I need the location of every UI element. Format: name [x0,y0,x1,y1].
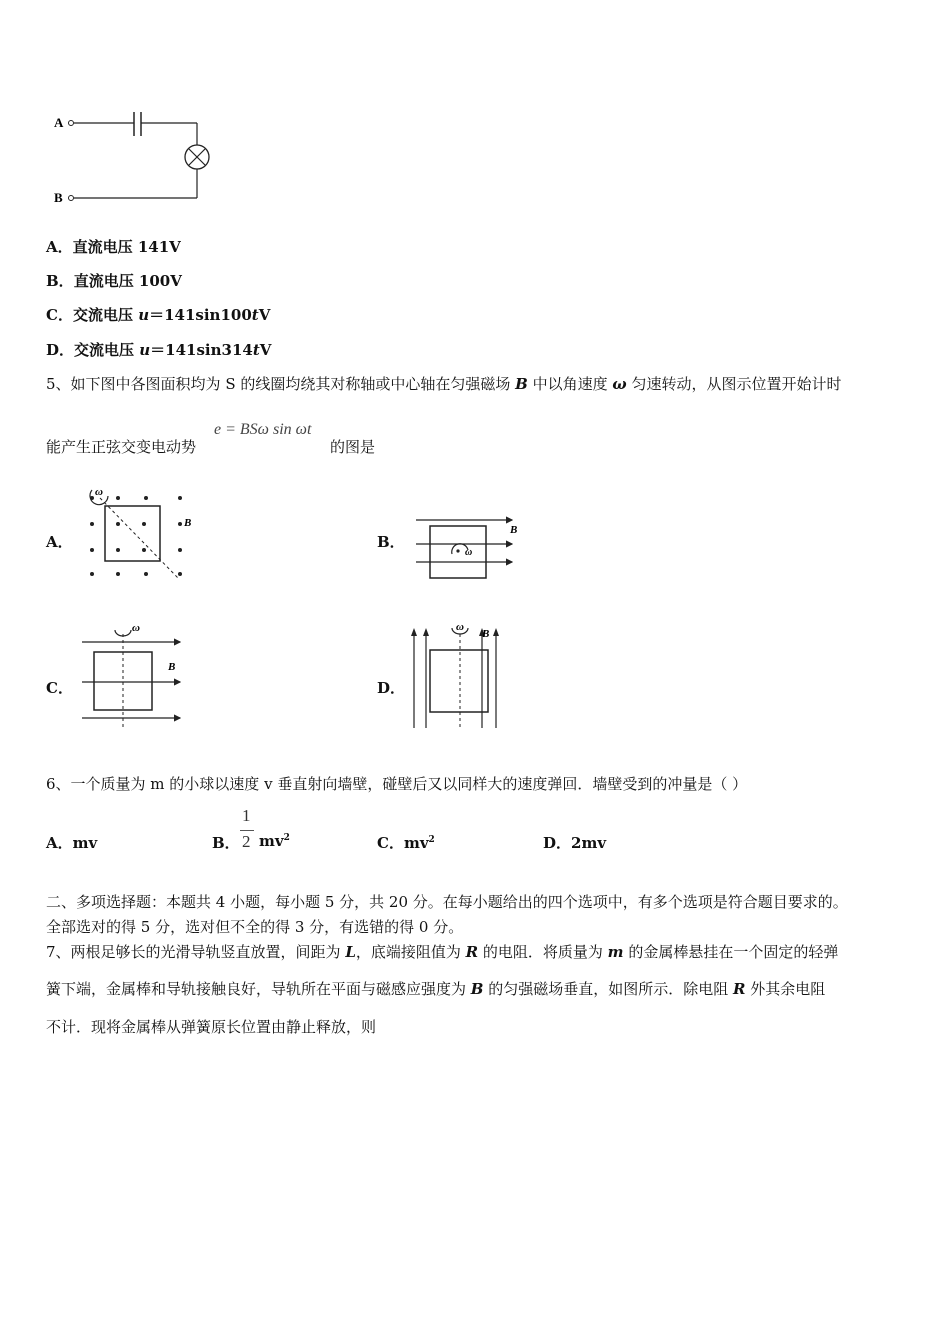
q6-fraction-numerator: 1 [242,806,251,825]
q6-stem: 6、一个质量为 m 的小球以速度 v 垂直射向墙壁，碰壁后又以同样大的速度弹回．墙壁受到的冲量是（ ） [46,775,748,793]
q5-figure-b [412,508,532,586]
section2-heading-line1: 二、多项选择题：本题共 4 小题，每小题 5 分，共 20 分。在每小题给出的四个选项中，有多个选项是符合题目要求的。 [46,893,848,911]
q5-stem-line1: 5、如下图中各图面积均为 S 的线圈均绕其对称轴或中心轴在匀强磁场 B 中以角速度 ω 匀速转动，从图示位置开始计时 [46,375,842,393]
q4-option-c: C．交流电压 u＝141sin100tV [46,306,271,324]
q6-option-c: C．$mv^2$ [377,834,435,852]
q5-figure-a [78,484,198,584]
svg-text:B: B [168,661,176,673]
terminal-a-label: A [54,115,64,130]
q6-option-b-text: $mv^2$ [259,832,290,850]
q7-stem-line3: 不计．现将金属棒从弹簧原长位置由静止释放，则 [46,1018,377,1036]
omega-label: ω [95,486,103,498]
q4-option-b: B．直流电压 100V [46,272,182,290]
q5-option-c-label: C． [46,679,73,697]
q5-option-a-label: A． [46,533,73,551]
svg-text:ω: ω [456,621,464,633]
circuit-diagram [50,100,220,210]
q6-option-b-letter: B． [212,834,240,852]
q7-stem-line1: 7、两根足够长的光滑导轨竖直放置，间距为 L，底端接阻值为 R 的电阻．将质量为 m 的金属棒悬挂在一个固定的轻弹 [46,943,839,961]
q5-figure-c [80,620,190,732]
q4-option-a: A．直流电压 141V [46,238,181,256]
svg-text:B: B [510,524,518,536]
q6-fraction-bar [240,830,254,831]
svg-text:ω: ω [465,547,473,558]
q6-option-a: A．mv [46,834,98,852]
svg-text:B: B [482,628,490,640]
q5-stem-line2-end: 的图是 [330,438,376,456]
q5-option-d-label: D． [377,679,406,697]
q4-option-d: D．交流电压 u＝141sin314tV [46,341,272,359]
q5-figure-d [406,620,516,732]
q6-option-d: D．2mv [543,834,607,852]
q5-stem-line2: 能产生正弦交变电动势 [46,438,197,456]
emf-formula: e = BSω sin ωt [214,421,312,438]
field-label: B [184,517,192,529]
q6-fraction-denominator: 2 [242,832,251,851]
q5-option-b-label: B． [377,533,405,551]
q7-stem-line2: 簧下端，金属棒和导轨接触良好，导轨所在平面与磁感应强度为 B 的匀强磁场垂直，如图所示．除电阻 R 外其余电阻 [46,980,826,998]
section2-heading-line2: 全部选对的得 5 分，选对但不全的得 3 分，有选错的得 0 分。 [46,918,464,936]
terminal-b-label: B [54,190,63,205]
svg-text:ω: ω [132,622,140,634]
